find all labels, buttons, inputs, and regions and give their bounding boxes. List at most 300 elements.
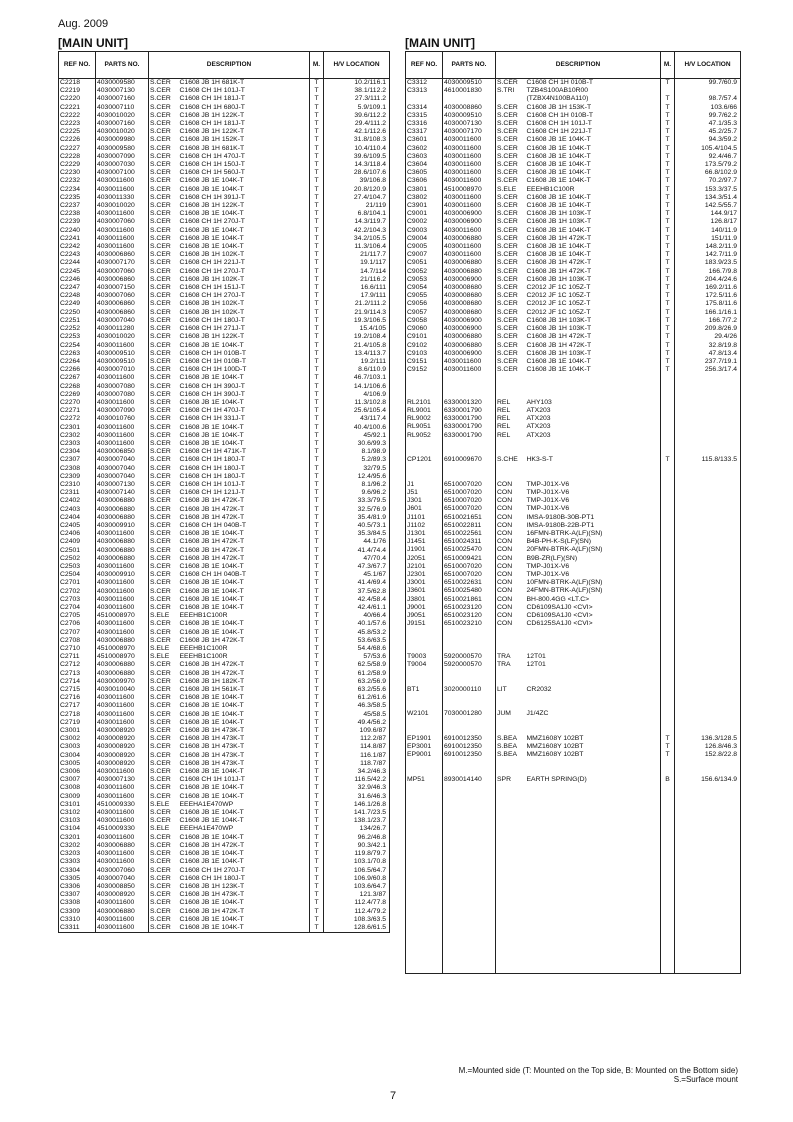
parts-no-cell: 4030008680 [443, 300, 496, 308]
location-cell [675, 784, 741, 792]
description-cell: C1608 JB 1H 472K-T [179, 637, 310, 645]
parts-table [58, 51, 390, 933]
parts-no-cell: 4510008970 [96, 653, 149, 661]
table-row [406, 563, 741, 571]
location-cell: 126.8/17 [675, 218, 741, 226]
ref-no-cell: C2303 [59, 440, 96, 448]
mounted-side-cell: T [310, 210, 324, 218]
location-cell: 46.7/103.1 [324, 374, 390, 382]
parts-no-cell [443, 473, 496, 481]
mounted-side-cell: T [310, 678, 324, 686]
ref-no-cell: C2235 [59, 194, 96, 202]
part-type-cell: S.CER [149, 834, 179, 842]
part-type-cell: CON [496, 620, 526, 628]
location-cell [675, 596, 741, 604]
part-type-cell [496, 678, 526, 686]
ref-no-cell: C2704 [59, 604, 96, 612]
part-type-cell [496, 760, 526, 768]
table-row [59, 653, 390, 661]
description-cell: TMP-J01X-V6 [526, 489, 661, 497]
part-type-cell: S.CER [149, 218, 179, 226]
table-row [59, 768, 390, 776]
location-cell [675, 464, 741, 472]
location-cell: 103.6/66 [675, 104, 741, 112]
parts-no-cell: 6510007020 [443, 505, 496, 513]
ref-no-cell [406, 932, 443, 940]
mounted-side-cell: T [661, 202, 675, 210]
parts-no-cell: 4030008860 [443, 104, 496, 112]
mounted-side-cell: T [310, 883, 324, 891]
mounted-side-cell: T [310, 251, 324, 259]
table-row [406, 850, 741, 858]
mounted-side-cell: T [310, 448, 324, 456]
parts-no-cell: 6510007020 [443, 497, 496, 505]
ref-no-cell: MP51 [406, 776, 443, 784]
part-type-cell: S.CER [496, 317, 526, 325]
parts-no-cell [443, 964, 496, 973]
ref-no-cell [406, 825, 443, 833]
table-row [406, 694, 741, 702]
mounted-side-cell: T [310, 415, 324, 423]
mounted-side-cell: T [310, 432, 324, 440]
part-type-cell [496, 825, 526, 833]
location-cell: 105.4/104.5 [675, 145, 741, 153]
mounted-side-cell: T [661, 300, 675, 308]
parts-no-cell: 4030007170 [96, 259, 149, 267]
ref-no-cell: C3307 [59, 891, 96, 899]
parts-no-cell: 4030006880 [96, 842, 149, 850]
part-type-cell: S.CER [496, 259, 526, 267]
location-cell: 13.4/113.7 [324, 350, 390, 358]
ref-no-cell: C3313 [406, 87, 443, 95]
part-type-cell: S.CER [149, 752, 179, 760]
ref-no-cell: C9004 [406, 235, 443, 243]
parts-no-cell: 4030011600 [443, 202, 496, 210]
part-type-cell: S.CER [149, 916, 179, 924]
table-row [406, 817, 741, 825]
description-cell [526, 391, 661, 399]
mounted-side-cell [661, 817, 675, 825]
description-cell: C1608 JB 1E 104K-T [179, 784, 310, 792]
ref-no-cell: C3602 [406, 145, 443, 153]
ref-no-cell: C9103 [406, 350, 443, 358]
location-cell: 43/117.4 [324, 415, 390, 423]
location-cell [675, 645, 741, 653]
ref-no-cell: C3203 [59, 850, 96, 858]
mounted-side-cell [661, 899, 675, 907]
ref-no-cell: C2714 [59, 678, 96, 686]
main-unit-table-left [58, 36, 389, 933]
description-cell [526, 760, 661, 768]
mounted-side-cell [661, 555, 675, 563]
location-cell: 12.4/95.6 [324, 473, 390, 481]
table-row [406, 153, 741, 161]
part-type-cell: S.CER [149, 760, 179, 768]
header-ref-no: REF NO. [59, 52, 96, 79]
ref-no-cell [406, 694, 443, 702]
ref-no-cell: C2304 [59, 448, 96, 456]
parts-no-cell: 4030010040 [96, 686, 149, 694]
location-cell [675, 891, 741, 899]
parts-no-cell: 4030007160 [96, 95, 149, 103]
part-type-cell: S.CER [496, 342, 526, 350]
location-cell: 32.8/19.8 [675, 342, 741, 350]
table-row [406, 948, 741, 956]
mounted-side-cell [661, 710, 675, 718]
description-cell: C1608 JB 1E 104K-T [179, 227, 310, 235]
part-type-cell: CON [496, 514, 526, 522]
mounted-side-cell: T [310, 358, 324, 366]
mounted-side-cell [661, 727, 675, 735]
mounted-side-cell: T [310, 620, 324, 628]
table-row [406, 473, 741, 481]
table-row [406, 136, 741, 144]
part-type-cell: S.CHE [496, 456, 526, 464]
part-type-cell: CON [496, 538, 526, 546]
location-cell: 29.4/26 [675, 333, 741, 341]
part-type-cell: REL [496, 423, 526, 431]
description-cell [526, 801, 661, 809]
location-cell: 10.2/116.1 [324, 79, 390, 88]
mounted-side-cell: T [661, 317, 675, 325]
part-type-cell: S.CER [149, 784, 179, 792]
location-cell [675, 669, 741, 677]
description-cell [526, 874, 661, 882]
parts-table-body [59, 79, 390, 933]
parts-no-cell: 4030011600 [96, 227, 149, 235]
mounted-side-cell: T [310, 194, 324, 202]
part-type-cell: S.CER [149, 202, 179, 210]
parts-no-cell: 4030006880 [96, 506, 149, 514]
part-type-cell: S.CER [149, 727, 179, 735]
description-cell: CD6109SA1J0 <CVI> [526, 604, 661, 612]
description-cell [526, 792, 661, 800]
table-row [406, 702, 741, 710]
mounted-side-cell [661, 923, 675, 931]
description-cell: C1608 JB 1E 104K-T [526, 161, 661, 169]
table-row [406, 686, 741, 694]
table-row [406, 358, 741, 366]
part-type-cell: S.CER [149, 268, 179, 276]
mounted-side-cell: T [661, 169, 675, 177]
location-cell: 45/58.5 [324, 711, 390, 719]
mounted-side-cell [661, 653, 675, 661]
mounted-side-cell: T [310, 834, 324, 842]
table-row [59, 612, 390, 620]
description-cell: C1608 JB 1H 472K-T [179, 538, 310, 546]
ref-no-cell: C3316 [406, 120, 443, 128]
ref-no-cell [406, 374, 443, 382]
description-cell: C1608 JB 1E 104K-T [179, 440, 310, 448]
description-cell: 12T01 [526, 653, 661, 661]
description-cell: C1608 JB 1H 472K-T [526, 235, 661, 243]
description-cell [526, 473, 661, 481]
parts-no-cell: 4030011600 [96, 177, 149, 185]
part-type-cell: S.CER [496, 145, 526, 153]
parts-no-cell: 4030006900 [443, 210, 496, 218]
parts-no-cell: 4030006900 [443, 218, 496, 226]
ref-no-cell: RL9001 [406, 407, 443, 415]
location-cell: 169.2/11.6 [675, 284, 741, 292]
mounted-side-cell: T [310, 399, 324, 407]
ref-no-cell: C2254 [59, 342, 96, 350]
mounted-side-cell [661, 489, 675, 497]
location-cell: 49.4/56.2 [324, 719, 390, 727]
ref-no-cell: T9003 [406, 653, 443, 661]
mounted-side-cell: T [661, 218, 675, 226]
description-cell: EARTH SPRING(D) [526, 776, 661, 784]
parts-no-cell: 4030007090 [96, 153, 149, 161]
mounted-side-cell [661, 464, 675, 472]
table-row [406, 317, 741, 325]
table-row [406, 366, 741, 374]
part-type-cell: S.CER [149, 87, 179, 95]
ref-no-cell: C9102 [406, 342, 443, 350]
ref-no-cell: C2705 [59, 612, 96, 620]
table-row [406, 169, 741, 177]
location-cell: 152.8/22.8 [675, 751, 741, 759]
table-row [59, 350, 390, 358]
parts-no-cell: 7030001280 [443, 710, 496, 718]
part-type-cell [496, 669, 526, 677]
part-type-cell: S.ELE [149, 801, 179, 809]
parts-no-cell: 6510007020 [443, 571, 496, 579]
parts-no-cell: 6510007020 [443, 489, 496, 497]
parts-no-cell [443, 784, 496, 792]
description-cell: C1608 CH 1H 471K-T [179, 448, 310, 456]
part-type-cell: S.CER [149, 858, 179, 866]
mounted-side-cell: T [310, 383, 324, 391]
table-row [59, 358, 390, 366]
description-cell: C1608 JB 1H 103K-T [526, 350, 661, 358]
mounted-side-cell [661, 440, 675, 448]
ref-no-cell: C9058 [406, 317, 443, 325]
description-cell: MMZ1608Y 102BT [526, 735, 661, 743]
ref-no-cell: RL9002 [406, 415, 443, 423]
part-type-cell: S.CER [149, 530, 179, 538]
table-row [59, 317, 390, 325]
mounted-side-cell: T [310, 128, 324, 136]
table-row [406, 555, 741, 563]
description-cell: C1608 CH 1H 010B-T [179, 350, 310, 358]
part-type-cell: S.CER [149, 292, 179, 300]
ref-no-cell: C2251 [59, 317, 96, 325]
part-type-cell: S.CER [149, 227, 179, 235]
mounted-side-cell: T [310, 218, 324, 226]
part-type-cell: S.CER [149, 514, 179, 522]
parts-no-cell: 4030011600 [96, 596, 149, 604]
description-cell: C1608 JB 1E 104K-T [179, 399, 310, 407]
part-type-cell: S.CER [149, 153, 179, 161]
location-cell: 70.2/97.7 [675, 177, 741, 185]
parts-no-cell [443, 727, 496, 735]
parts-no-cell [443, 907, 496, 915]
description-cell: C1608 CH 1H 180J-T [179, 317, 310, 325]
part-type-cell: S.CER [496, 136, 526, 144]
ref-no-cell [406, 899, 443, 907]
table-row [59, 104, 390, 112]
table-row [406, 300, 741, 308]
mounted-side-cell: T [310, 177, 324, 185]
table-row [406, 505, 741, 513]
ref-no-cell: C2719 [59, 719, 96, 727]
part-type-cell: S.CER [149, 284, 179, 292]
description-cell: C1608 JB 1H 472K-T [526, 333, 661, 341]
location-cell [675, 538, 741, 546]
table-row [59, 645, 390, 653]
description-cell: C1608 JB 1E 104K-T [526, 145, 661, 153]
mounted-side-cell [661, 882, 675, 890]
ref-no-cell: C2501 [59, 547, 96, 555]
ref-no-cell: C2403 [59, 506, 96, 514]
mounted-side-cell: T [310, 374, 324, 382]
description-cell: C1608 CH 1H 560J-T [179, 169, 310, 177]
ref-no-cell: C2227 [59, 145, 96, 153]
parts-no-cell: 4030007060 [96, 867, 149, 875]
description-cell [526, 784, 661, 792]
ref-no-cell: C2712 [59, 661, 96, 669]
table-row [406, 350, 741, 358]
location-cell: 99.7/62.2 [675, 112, 741, 120]
part-type-cell: S.CER [149, 694, 179, 702]
ref-no-cell: C2706 [59, 620, 96, 628]
ref-no-cell: C2250 [59, 309, 96, 317]
mounted-side-cell: T [310, 686, 324, 694]
ref-no-cell [406, 784, 443, 792]
description-cell: C1608 CH 1H 100D-T [179, 366, 310, 374]
ref-no-cell: C2271 [59, 407, 96, 415]
table-row [59, 194, 390, 202]
part-type-cell: S.CER [149, 629, 179, 637]
parts-no-cell: 4030011600 [96, 374, 149, 382]
mounted-side-cell [661, 522, 675, 530]
location-cell: 98.7/57.4 [675, 95, 741, 103]
part-type-cell: S.CER [149, 309, 179, 317]
parts-no-cell: 4030007060 [96, 292, 149, 300]
ref-no-cell: J3001 [406, 579, 443, 587]
description-cell: C1608 JB 1E 104K-T [526, 202, 661, 210]
part-type-cell: REL [496, 415, 526, 423]
location-cell: 15.4/105 [324, 325, 390, 333]
table-row [59, 153, 390, 161]
parts-no-cell: 4030007040 [96, 473, 149, 481]
description-cell [526, 923, 661, 931]
part-type-cell: S.CER [149, 342, 179, 350]
table-row [406, 760, 741, 768]
mounted-side-cell: T [661, 350, 675, 358]
location-cell: 140/11.9 [675, 227, 741, 235]
parts-no-cell: 4030009510 [443, 112, 496, 120]
ref-no-cell: C2715 [59, 686, 96, 694]
location-cell [675, 932, 741, 940]
location-cell: 31.6/46.3 [324, 793, 390, 801]
description-cell [526, 678, 661, 686]
location-cell: 39.6/109.5 [324, 153, 390, 161]
parts-no-cell: 4030008920 [96, 760, 149, 768]
description-cell [526, 850, 661, 858]
parts-no-cell: 4030007160 [96, 120, 149, 128]
location-cell [675, 407, 741, 415]
parts-no-cell: 4030011600 [96, 719, 149, 727]
parts-no-cell [443, 932, 496, 940]
mounted-side-cell [661, 505, 675, 513]
parts-no-cell: 4030011600 [96, 588, 149, 596]
table-row [59, 596, 390, 604]
table-row [406, 833, 741, 841]
table-row [406, 858, 741, 866]
part-type-cell: SPR [496, 776, 526, 784]
part-type-cell [496, 833, 526, 841]
description-cell: C1608 JB 1E 104K-T [179, 711, 310, 719]
ref-no-cell: J1102 [406, 522, 443, 530]
location-cell: 54.4/68.6 [324, 645, 390, 653]
ref-no-cell [406, 645, 443, 653]
table-row [59, 694, 390, 702]
description-cell: C1608 JB 1H 122K-T [179, 112, 310, 120]
ref-no-cell: C3317 [406, 128, 443, 136]
table-row [406, 809, 741, 817]
ref-no-cell: C3005 [59, 760, 96, 768]
table-row [406, 645, 741, 653]
mounted-side-cell: T [661, 120, 675, 128]
parts-no-cell: 4030007100 [96, 169, 149, 177]
header-parts-no: PARTS NO. [443, 52, 496, 79]
parts-no-cell: 4030011600 [96, 629, 149, 637]
mounted-side-cell: T [661, 104, 675, 112]
part-type-cell: S.CER [149, 719, 179, 727]
ref-no-cell: C2229 [59, 161, 96, 169]
table-row [406, 448, 741, 456]
part-type-cell [496, 932, 526, 940]
mounted-side-cell: T [310, 867, 324, 875]
table-row [59, 169, 390, 177]
mounted-side-cell: T [661, 128, 675, 136]
location-cell [675, 882, 741, 890]
description-cell: C1608 JB 1E 104K-T [179, 719, 310, 727]
mounted-side-cell: T [310, 473, 324, 481]
description-cell: C2012 JF 1C 105Z-T [526, 300, 661, 308]
description-cell: C1608 JB 1E 104K-T [526, 227, 661, 235]
ref-no-cell: C3202 [59, 842, 96, 850]
parts-no-cell [443, 678, 496, 686]
description-cell: C1608 JB 1H 122K-T [179, 333, 310, 341]
description-cell: C1608 JB 1E 104K-T [179, 563, 310, 571]
description-cell: C1608 JB 1E 104K-T [526, 136, 661, 144]
parts-no-cell: 4030007010 [96, 366, 149, 374]
table-row [59, 784, 390, 792]
mounted-side-cell: T [661, 243, 675, 251]
parts-no-cell: 4030006880 [443, 259, 496, 267]
description-cell: EEEHA1E470WP [179, 825, 310, 833]
part-type-cell: S.CER [496, 169, 526, 177]
mounted-side-cell: T [310, 186, 324, 194]
ref-no-cell: C9151 [406, 358, 443, 366]
location-cell: 32.9/46.3 [324, 784, 390, 792]
mounted-side-cell: T [310, 735, 324, 743]
location-cell: 142.5/55.7 [675, 202, 741, 210]
part-type-cell: S.CER [149, 555, 179, 563]
location-cell: 44.1/76 [324, 538, 390, 546]
part-type-cell: S.CER [149, 702, 179, 710]
location-cell: 256.3/17.4 [675, 366, 741, 374]
location-cell: 38.1/112.2 [324, 87, 390, 95]
ref-no-cell: RL9052 [406, 432, 443, 440]
table-row [406, 825, 741, 833]
ref-no-cell: C3601 [406, 136, 443, 144]
parts-no-cell [443, 391, 496, 399]
description-cell: CR2032 [526, 686, 661, 694]
parts-no-cell [443, 817, 496, 825]
